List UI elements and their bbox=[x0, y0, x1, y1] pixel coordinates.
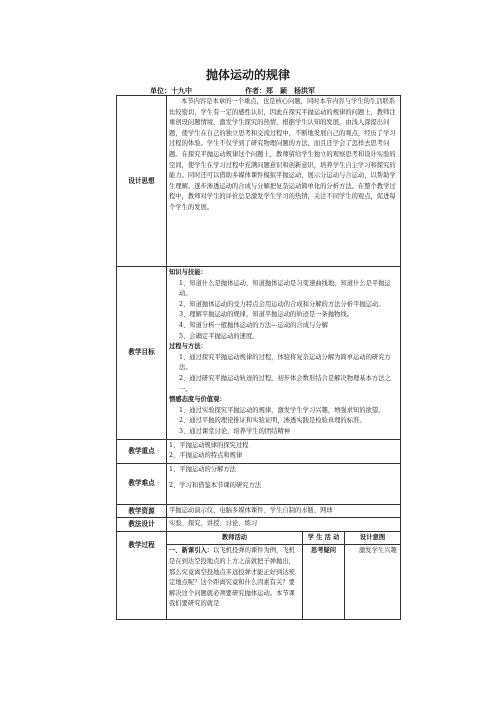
design-text: 本节内容是本章的一个重点，也是核心问题，同时本节内容与学生的生活联系比较密切，学生有一定的感性认识，因此在探究平抛运动的规律的问题上，教师注重创设问题情境，激发学生探究的热情，根据学生认知的发展，由浅入深提出问题，使学生在自己的独立思考和交流过程中，不断地发展自己的观点，经历了学习过程的体验。学生不仅学到了研究物理问题的方法，而且还学会了怎样去思考问题。在探究平抛运动规律这个问题上，教师留给学生独立的观察思考和设计实验的空间，使学生在学习过程中充满问题意识和创新意识，培养学生自主学习和探究的能力。同时还可以借助多媒体课件模拟平抛运动，展示分运动与合运动，以帮助学生理解。逐步渗透运动的合成与分解把复杂运动简单化的分析方法。在整个教学过程中，教师对学生的评价总是激发学生学习的热情，关注不同学生的观点，促进每个学生的发展。 bbox=[167, 96, 401, 267]
goal-item: 4、知道分析一般抛体运动的方法---运动的合成与分解 bbox=[179, 321, 328, 329]
key-item: 2、平抛运动的特点和规律 bbox=[169, 452, 243, 460]
goal-item: 2、知道抛体运动的受力特点会用运动的合成和分解的方法分析平抛运动。 bbox=[179, 300, 385, 308]
document-title: 抛体运动的规律 bbox=[205, 68, 290, 82]
difficult-content bbox=[167, 463, 401, 504]
goals-content bbox=[167, 267, 401, 440]
intro-teacher-cell bbox=[167, 545, 303, 620]
difficult-label: 教学难点 bbox=[117, 463, 167, 504]
method-label: 教法设计 bbox=[117, 518, 167, 532]
goal-item: 3、理解平抛运动的规律，知道平抛运动的轨迹是一条抛物线。 bbox=[179, 311, 354, 319]
design-label: 设计思想 bbox=[117, 96, 167, 267]
goal-item: 1、知道什么是抛体运动，知道抛体运动是匀变速曲线地，知道什么是平抛运动。 bbox=[179, 279, 391, 298]
intro-intent-cell: 激发学生兴趣 bbox=[345, 545, 401, 620]
col-student-header: 学 生 活 动 bbox=[303, 531, 345, 545]
goal-item: 3、通过课堂讨论，培养学生的团结精神 bbox=[179, 427, 291, 435]
resources-text: 平抛运动演示仪、电脑多媒体课件、学生自制的水瓶、网球 bbox=[167, 504, 401, 518]
goals-label: 教学目标 bbox=[117, 267, 167, 440]
goal-item: 1、通过探究平抛运动规律的过程，体验将复杂运动分解为简单运动的研究方法。 bbox=[179, 353, 391, 372]
goals-row bbox=[117, 267, 401, 440]
key-row bbox=[117, 439, 401, 463]
col-teacher-header: 教师活动 bbox=[167, 531, 303, 545]
goal-item: 2、通过平抛的理论推证和实验证明，渗透实践是检验真理的标准。 bbox=[179, 417, 366, 425]
goals-knowledge-heading: 知识与技能： bbox=[169, 269, 207, 276]
goal-item: 1、通过实验探究平抛运动的规律，激发学生学习兴趣，增强求知的欲望。 bbox=[179, 406, 385, 414]
design-row bbox=[117, 96, 401, 267]
intro-text: 以飞机投弹的课件为例，飞机是在到达空投地点的上方之前就把子弹抛出，那么究竟离空投地点多远投弹才能正好到达预定地点呢？这个距离究竟和什么因素有关？要解决这个问题就必须要研究抛体运动。本节课我们要研究的就是 bbox=[169, 547, 295, 608]
method-row bbox=[117, 518, 401, 532]
lesson-plan-table bbox=[116, 95, 401, 620]
goals-process-heading: 过程与方法： bbox=[169, 343, 207, 351]
process-header-row bbox=[117, 531, 401, 545]
intro-student-cell: 思考疑问 bbox=[303, 545, 345, 620]
difficult-row bbox=[117, 463, 401, 504]
key-content bbox=[167, 439, 401, 463]
difficult-item: 2、学习和借鉴本节课的研究方法 bbox=[169, 482, 262, 490]
resources-row bbox=[117, 504, 401, 518]
resources-label: 教学资源 bbox=[117, 504, 167, 518]
difficult-item: 1、平抛运动的分解方法 bbox=[169, 465, 236, 473]
intro-heading: 一、新课引入： bbox=[169, 547, 214, 555]
goals-attitude-heading: 情感态度与价值观： bbox=[169, 396, 226, 404]
col-intent-header: 设计意图 bbox=[345, 531, 401, 545]
key-label: 教学重点 bbox=[117, 439, 167, 463]
school-label: 单位：十九中 bbox=[150, 87, 192, 95]
key-item: 1、平抛运动规律的探究过程 bbox=[169, 441, 249, 449]
process-label: 教学过程 bbox=[117, 531, 167, 620]
goal-item: 5、会确定平抛运动的速度。 bbox=[179, 332, 259, 340]
method-text: 实验、探究、讲授、讨论、练习 bbox=[167, 518, 401, 532]
author-label: 作者：郑 颖 杨洪军 bbox=[245, 87, 315, 95]
goal-item: 2、通过研究平抛运动轨迹的过程，初步体会数形结合是解决物理基本方法之一。 bbox=[179, 374, 391, 393]
